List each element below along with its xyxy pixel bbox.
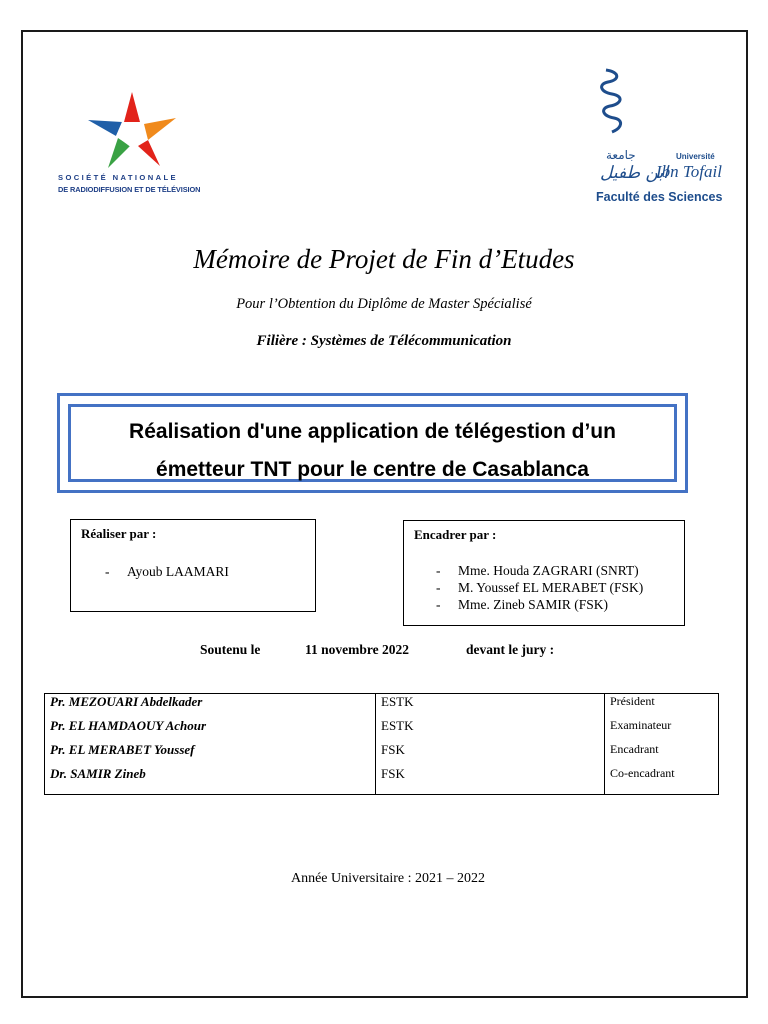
realiser-box: [70, 519, 316, 612]
jury-member-role: Encadrant: [605, 742, 719, 766]
jury-member-institution: ESTK: [376, 694, 605, 719]
jury-member-name: Pr. MEZOUARI Abdelkader: [45, 694, 376, 719]
snrt-name-line2: DE RADIODIFFUSION ET DE TÉLÉVISION: [58, 185, 201, 194]
jury-member-institution: ESTK: [376, 718, 605, 742]
author-name: Ayoub LAAMARI: [127, 564, 229, 579]
supervisor-name: Mme. Zineb SAMIR (FSK): [458, 597, 609, 612]
jury-label: devant le jury :: [466, 642, 555, 657]
faculty-name: Faculté des Sciences: [596, 190, 723, 204]
jury-member-institution: FSK: [376, 766, 605, 795]
encadrer-heading: Encadrer par :: [414, 527, 497, 542]
supervisor-item: - M. Youssef EL MERABET (FSK): [436, 580, 644, 595]
encadrer-box: [403, 520, 685, 626]
snrt-name-line1: SOCIÉTÉ NATIONALE: [58, 173, 178, 182]
subject-frame: [57, 393, 688, 493]
supervisor-item: - Mme. Houda ZAGRARI (SNRT): [436, 563, 639, 578]
supervisor-name: Mme. Houda ZAGRARI (SNRT): [458, 563, 639, 578]
table-row: [45, 718, 719, 742]
academic-year: Année Universitaire : 2021 – 2022: [290, 871, 485, 886]
jury-member-role: Examinateur: [605, 718, 719, 742]
table-row: [45, 742, 719, 766]
jury-member-name: Dr. SAMIR Zineb: [45, 766, 376, 795]
table-row: [45, 694, 719, 719]
university-label: Université: [676, 152, 715, 161]
subject-title: [71, 413, 674, 489]
soutenance-date: 11 novembre 2022: [305, 642, 409, 657]
author-item: - Ayoub LAAMARI: [105, 564, 229, 579]
university-arabic-label: جامعة: [606, 148, 636, 162]
jury-member-name: Pr. EL MERABET Youssef: [45, 742, 376, 766]
university-arabic-name: ابن طفيل: [600, 163, 668, 183]
supervisor-item: - Mme. Zineb SAMIR (FSK): [436, 597, 609, 612]
jury-table: [44, 693, 719, 795]
table-row: [45, 766, 719, 795]
subject-line-1: Réalisation d'une application de télégestion d’un: [129, 420, 616, 443]
jury-member-name: Pr. EL HAMDAOUY Achour: [45, 718, 376, 742]
jury-member-institution: FSK: [376, 742, 605, 766]
university-swirl-logo: [596, 66, 632, 138]
supervisor-name: M. Youssef EL MERABET (FSK): [458, 580, 644, 595]
document-title: Mémoire de Projet de Fin d’Etudes: [193, 244, 575, 274]
snrt-star-logo: [88, 90, 180, 170]
jury-member-role: Président: [605, 694, 719, 719]
jury-member-role: Co-encadrant: [605, 766, 719, 795]
university-name: Ibn Tofail: [656, 162, 722, 181]
filiere-label: Filière : Systèmes de Télécommunication: [256, 333, 512, 349]
subject-line-2: émetteur TNT pour le centre de Casablanca: [156, 458, 589, 481]
document-subtitle: Pour l’Obtention du Diplôme de Master Spécialisé: [236, 296, 532, 312]
soutenu-label: Soutenu le: [200, 642, 261, 657]
subject-inner-frame: [68, 404, 677, 482]
realiser-heading: Réaliser par :: [81, 526, 157, 541]
